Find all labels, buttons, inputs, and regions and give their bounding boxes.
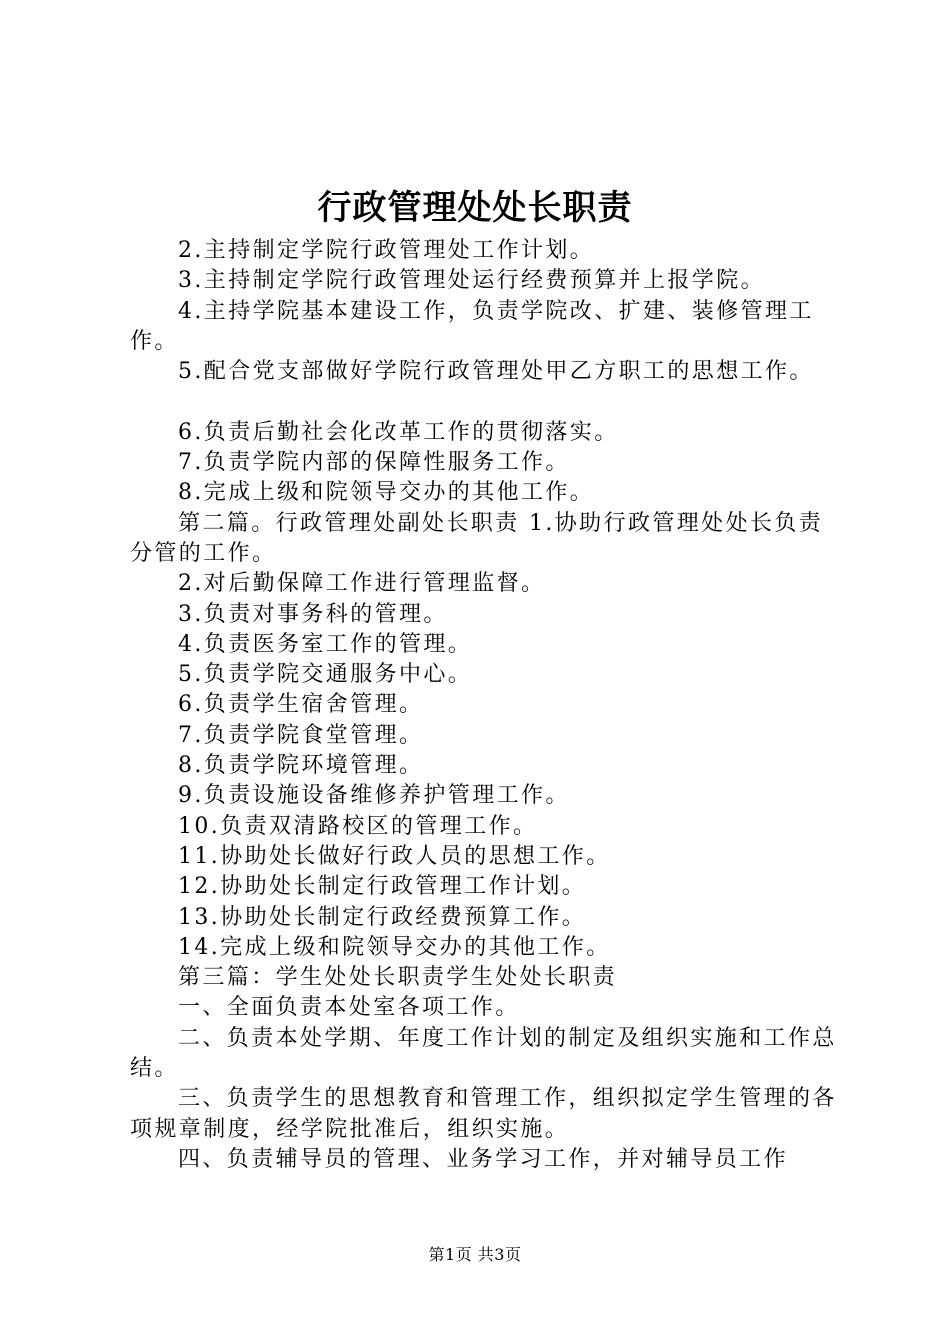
paragraph: 11.协助处长做好行政人员的思想工作。: [178, 843, 611, 869]
paragraph: 6.负责后勤社会化改革工作的贯彻落实。: [178, 419, 619, 445]
paragraph: 第三篇：学生处处长职责学生处处长职责: [178, 965, 618, 991]
document-title: 行政管理处处长职责: [317, 188, 633, 228]
paragraph: 四、负责辅导员的管理、业务学习工作，并对辅导员工作: [178, 1146, 789, 1172]
paragraph: 7.负责学院内部的保障性服务工作。: [178, 450, 570, 476]
paragraph: 9.负责设施设备维修养护管理工作。: [178, 783, 570, 809]
document-body: [130, 236, 842, 1175]
paragraph: 6.负责学生宿舍管理。: [178, 692, 424, 718]
paragraph: 2.主持制定学院行政管理处工作计划。: [178, 238, 595, 263]
paragraph: 14.完成上级和院领导交办的其他工作。: [178, 934, 611, 960]
paragraph: 3.主持制定学院行政管理处运行经费预算并上报学院。: [178, 268, 765, 294]
paragraph: 3.负责对事务科的管理。: [178, 601, 448, 627]
paragraph: 7.负责学院食堂管理。: [178, 722, 424, 748]
paragraph: 10.负责双清路校区的管理工作。: [178, 813, 538, 839]
paragraph: 2.对后勤保障工作进行管理监督。: [178, 571, 546, 597]
paragraph: 8.负责学院环境管理。: [178, 753, 424, 779]
paragraph: 二、负责本处学期、年度工作计划的制定及组织实施和工作总结。: [130, 1025, 837, 1082]
paragraph: 4.主持学院基本建设工作，负责学院改、扩建、装修管理工作。: [130, 298, 814, 354]
paragraph: 12.协助处长制定行政管理工作计划。: [178, 874, 587, 900]
page-footer: 第1页 共3页: [428, 1245, 522, 1264]
paragraph: 第二篇。行政管理处副处长职责 1.协助行政管理处处长负责分管的工作。: [130, 510, 824, 566]
paragraph: 4.负责医务室工作的管理。: [178, 631, 473, 657]
paragraph: 5.负责学院交通服务中心。: [178, 662, 473, 688]
paragraph: 三、负责学生的思想教育和管理工作，组织拟定学生管理的各项规章制度，经学院批准后，组织实施。: [130, 1086, 837, 1142]
blank-line: [130, 387, 842, 417]
paragraph: 一、全面负责本处室各项工作。: [178, 995, 520, 1021]
paragraph: 13.协助处长制定行政经费预算工作。: [178, 904, 587, 930]
paragraph: 8.完成上级和院领导交办的其他工作。: [178, 480, 595, 506]
paragraph: 5.配合党支部做好学院行政管理处甲乙方职工的思想工作。: [178, 359, 814, 385]
